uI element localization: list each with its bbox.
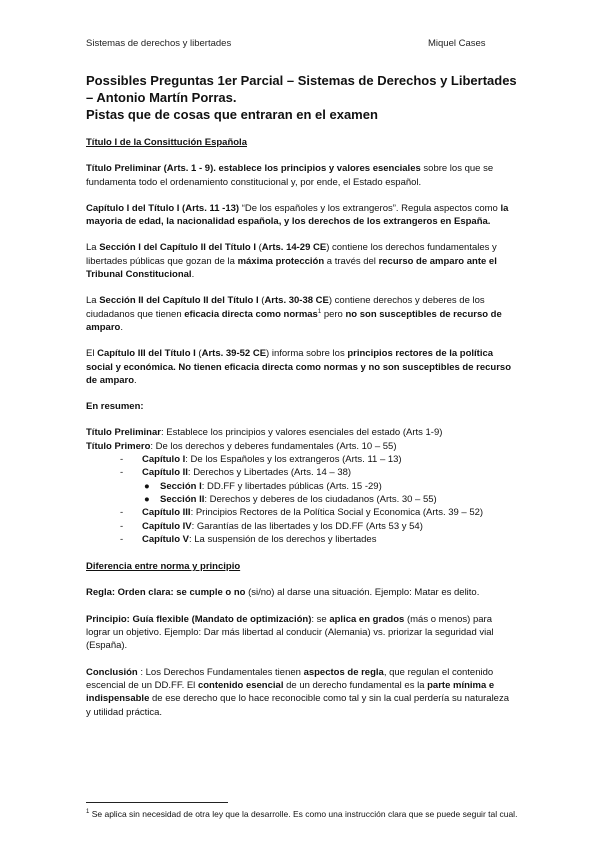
paragraph-principio: Principio: Guía flexible (Mandato de optimización): se aplica en grados (más o menos) para lograr un objetivo. Ejemplo: Dar más libertad al conducir (Alemania) vs. priorizar la seguridad vial (España). [86, 613, 494, 652]
title-line1: Possibles Preguntas 1er Parcial – Sistemas de Derechos y Libertades – Antonio Martín Porras. [86, 73, 517, 105]
document-body [86, 136, 516, 732]
section-heading-norma-principio: Diferencia entre norma y principio [86, 561, 241, 573]
summary-item-seccion-ii: ● Sección II: Derechos y deberes de los ciudadanos (Arts. 30 – 55) [144, 493, 437, 505]
bullet-icon: ● [144, 493, 150, 505]
paragraph-regla: Regla: Orden clara: se cumple o no (si/no) al darse una situación. Ejemplo: Matar es delito. [86, 587, 480, 599]
summary-item-capitulo-v: - Capítulo V: La suspensión de los derechos y libertades [120, 533, 377, 545]
summary-item-capitulo-iv: - Capítulo IV: Garantías de las libertades y los DD.FF (Arts 53 y 54) [120, 520, 423, 532]
summary-item-capitulo-i: - Capítulo I: De los Españoles y los extrangeros (Arts. 11 – 13) [120, 454, 402, 466]
title-line2: Pistas que de cosas que entraran en el examen [86, 107, 378, 122]
paragraph-seccion-i: La Sección I del Capítulo II del Título I (Arts. 14-29 CE) contiene los derechos fundamentales y libertades públicas que gozan de la máxima protección a través del recurso de amparo ante el Tribunal Constitucional. [86, 242, 497, 281]
paragraph-capitulo-i: Capítulo I del Título I (Arts. 11 -13) “De los españoles y los extrangeros”. Regula aspectos como la mayoria de edad, la nacionalidad española, y los derechos de los extrangeros en España. [86, 202, 509, 228]
paragraph-capitulo-iii: El Capítulo III del Título I (Arts. 39-52 CE) informa sobre los principios rectores de la política social y económica. No tienen eficacia directa como normas y no son susceptibles de recurso de amparo. [86, 348, 512, 386]
document-title [86, 72, 526, 123]
header-left: Sistemas de derechos y libertades [86, 38, 232, 49]
section-heading-titulo-i: Título I de la Consittución Española [86, 137, 247, 148]
footnote-separator [86, 802, 228, 803]
summary-titulo-primero: Título Primero: De los derechos y deberes fundamentales (Arts. 10 – 55) [86, 440, 397, 452]
paragraph-titulo-preliminar: Título Preliminar (Arts. 1 - 9). establece los principios y valores esenciales sobre los que se fundamenta todo el ordenamiento constitucional y, por ende, el Estado español. [86, 163, 494, 188]
footnote-ref[interactable]: 1 [317, 308, 322, 315]
resumen-heading: En resumen: [86, 401, 144, 413]
summary-item-capitulo-iii: - Capítulo III: Principios Rectores de la Política Social y Economica (Arts. 39 – 52) [120, 507, 484, 519]
bullet-icon: ● [144, 480, 150, 492]
paragraph-seccion-ii: La Sección II del Capítulo II del Título I (Arts. 30-38 CE) contiene derechos y deberes de los ciudadanos que tienen eficacia directa como normas$^1$ pero no son susceptibles de recurso de amparo. [86, 295, 502, 333]
summary-item-capitulo-ii: - Capítulo II: Derechos y Libertades (Arts. 14 – 38) [120, 467, 352, 479]
summary-list [86, 426, 516, 546]
header-right: Miquel Cases [428, 38, 486, 49]
summary-titulo-preliminar: Título Preliminar: Establece los principios y valores esenciales del estado (Arts 1-9) [86, 427, 443, 439]
footnote: $^1$ Se aplica sin necesidad de otra ley que la desarrolle. Es como una instrucción clara que se puede seguir tal cual. [86, 809, 518, 819]
summary-item-seccion-i: ● Sección I: DD.FF y libertades públicas (Arts. 15 -29) [144, 480, 382, 492]
paragraph-conclusion: Conclusión : Los Derechos Fundamentales tienen aspectos de regla, que regulan el contenido escencial de un DD.FF. El contenido esencial de un derecho fundamental es la parte mínima e indispensable de ese derecho que lo hace reconocible como tal y sin la cual perdería su naturaleza y utilidad práctica. [86, 666, 509, 718]
